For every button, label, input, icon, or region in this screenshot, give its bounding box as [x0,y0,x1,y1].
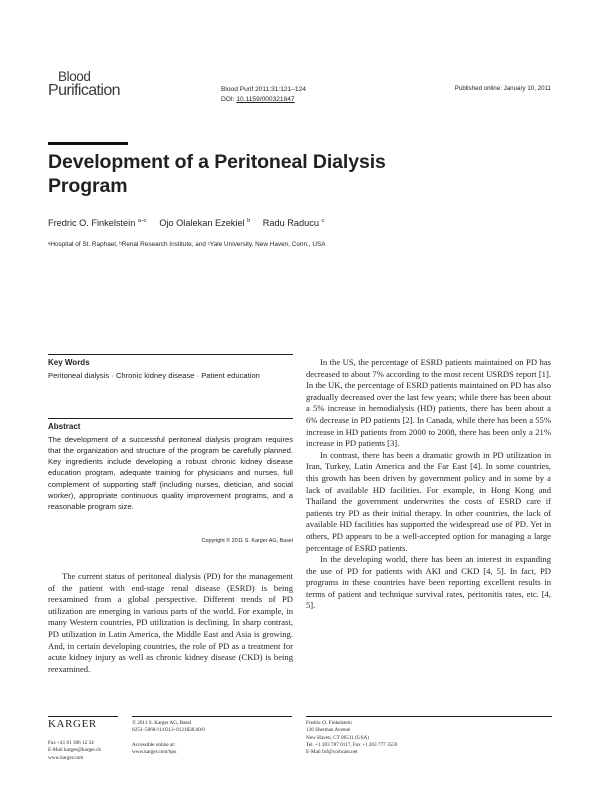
correspondence-phone: Tel. +1 203 787 0117, Fax +1 203 777 3559 [306,741,398,748]
author-list [48,218,334,228]
article-title: Development of a Peritoneal Dialysis Program [48,151,386,197]
correspondence-city: New Haven, CT 06511 (USA) [306,734,369,741]
abstract-heading: Abstract [48,422,81,431]
title-rule [48,142,128,145]
journal-citation: Blood Purif 2011;31:121–124 [221,86,306,93]
affiliations: ᵃHospital of St. Raphael, ᵇRenal Research Institute, and ᶜYale University, New Haven, Conn., USA [48,241,326,248]
abstract-rule [48,418,293,419]
copyright-line: © 2011 S. Karger AG, Basel [132,720,192,726]
published-date: Published online: January 10, 2011 [454,85,551,92]
journal-logo [48,70,120,98]
publisher-logo: KARGER [48,718,97,730]
author [159,218,250,228]
publisher-contact [48,740,101,762]
issn-line: 0253–5068/11/0313–0121$38.00/0 [132,727,205,734]
body-paragraph: In the US, the percentage of ESRD patients maintained on PD has decreased to about 7% according to the most recent USRDS report [1]. In the UK, the percentage of ESRD patients maintained on PD has also gradually decreased over the last few years; while there has been about a 5% increase in hemodialysis (HD) patients, there has been about a 6% decrease in PD patients [2]. In Canada, while there has been a 55% increase in HD patients from 2000 to 2008, there has been only a 21% increase in PD patients [3]. [306,357,551,449]
author-name: Radu Raducu [262,218,319,229]
footer-rule [306,716,552,717]
keywords-rule [48,354,293,355]
publisher-website[interactable]: www.karger.com [48,754,84,761]
body-paragraph: The current status of peritoneal dialysis (PD) for the management of the patient with end-stage renal disease (ESRD) is being reexamined from a global perspective. Different trends of PD utilization are emerging in various parts of the world. For example, in many Western countries, PD utilization is declining. In sharp contrast, PD utilization in Latin America, the Middle East and Asia is growing. And, in certain developing countries, the role of PD as a treatment for acute kidney injury as well as chronic kidney disease (CKD) is being reexamined. [48,571,293,674]
journal-url[interactable]: www.karger.com/bpu [132,749,177,756]
doi-link[interactable]: 10.1159/000321847 [236,95,295,103]
correspondence-name: Fredric O. Finkelstein [306,720,352,726]
doi-line [221,95,306,105]
doi-label: DOI: [221,95,237,103]
author [263,218,325,228]
author-affiliation-mark: a–c [137,218,147,224]
publisher-fax: Fax +41 61 306 12 34 [48,740,94,746]
body-column-left [48,571,293,675]
body-paragraph: In contrast, there has been a dramatic growth in PD utilization in Iran, Turkey, Latin America and the Far East [4]. In some countries, this growth has been driven by government policy and in some by a lack of available HD facilities. For example, in Hong Kong and Thailand the government underwrites the costs of ESRD care if patients try PD as their initial therapy. In other countries, the lack of available HD facilities has supported the widespread use of PD. Yet in others, PD appears to be a well-accepted option for managing a large percentage of ESRD patients. [306,449,551,553]
correspondence-email[interactable]: E-Mail fof@comcast.net [306,749,358,756]
journal-logo-line1: Blood [58,69,91,84]
spacer-line [132,735,205,742]
keywords-heading: Key Words [48,358,90,367]
correspondence-street: 136 Sherman Avenue [306,727,351,734]
copyright-block [132,720,205,756]
publisher-email[interactable]: E-Mail karger@karger.ch [48,747,101,754]
author-affiliation-mark: b [247,218,251,224]
journal-citation-block [221,85,306,104]
accessible-label: Accessible online at: [132,741,176,748]
correspondence-block [306,720,397,756]
body-column-right [306,357,551,612]
footer-rule [132,716,292,717]
abstract-copyright: Copyright © 2011 S. Karger AG, Basel [201,538,293,544]
keywords-text: Peritoneal dialysis · Chronic kidney disease · Patient education [48,371,260,380]
author-name: Fredric O. Finkelstein [48,218,136,229]
author-name: Ojo Olalekan Ezekiel [159,218,245,229]
footer-rule [48,716,118,717]
author-affiliation-mark: c [321,218,325,224]
author [48,218,147,228]
journal-logo-line2: Purification [48,82,120,99]
body-paragraph: In the developing world, there has been an interest in expanding the use of PD for patients with AKI and CKD [4, 5]. In fact, PD programs in these countries have been reporting excellent results in terms of patient and technique survival rates, peritonitis rates, etc. [4, 5]. [306,554,551,611]
abstract-text: The development of a successful peritoneal dialysis program requires that the organization and structure of the program be carefully planned. Key ingredients include developing a robust chronic kidney disease education program, adequate training for physicians and nurses, full complement of supporting staff (including nurses, dietician, and social worker), appropriate continuous quality improvement programs, and a reasonable program size. [48,435,293,511]
